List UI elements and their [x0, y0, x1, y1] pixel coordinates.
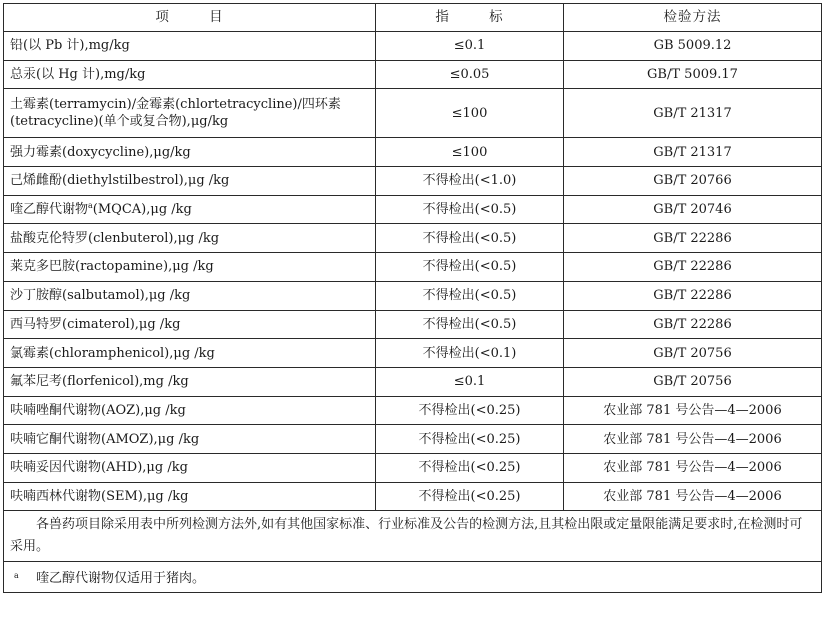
table-row	[4, 195, 822, 224]
cell-item: 强力霉素(doxycycline),μg/kg	[4, 138, 376, 167]
cell-limit: ≤100	[376, 89, 564, 138]
table-row	[4, 482, 822, 511]
table-footnote	[4, 562, 822, 593]
table-row	[4, 60, 822, 89]
table-row	[4, 425, 822, 454]
table-footnote-row	[4, 562, 822, 593]
table-row	[4, 367, 822, 396]
cell-item: 西马特罗(cimaterol),μg /kg	[4, 310, 376, 339]
cell-limit: 不得检出(<1.0)	[376, 167, 564, 196]
table-row	[4, 138, 822, 167]
cell-limit: ≤0.1	[376, 367, 564, 396]
table-note	[4, 511, 822, 562]
cell-limit: 不得检出(<0.5)	[376, 310, 564, 339]
cell-method: 农业部 781 号公告—4—2006	[564, 482, 822, 511]
cell-method: GB/T 20756	[564, 339, 822, 368]
cell-method: GB/T 22286	[564, 281, 822, 310]
cell-item: 呋喃它酮代谢物(AMOZ),μg /kg	[4, 425, 376, 454]
cell-item: 呋喃西林代谢物(SEM),μg /kg	[4, 482, 376, 511]
cell-item: 盐酸克伦特罗(clenbuterol),μg /kg	[4, 224, 376, 253]
cell-limit: 不得检出(<0.25)	[376, 396, 564, 425]
cell-limit: 不得检出(<0.1)	[376, 339, 564, 368]
cell-limit: 不得检出(<0.5)	[376, 224, 564, 253]
header-method: 检验方法	[564, 4, 822, 32]
cell-limit: 不得检出(<0.25)	[376, 482, 564, 511]
table-note-row	[4, 511, 822, 562]
cell-method: GB/T 21317	[564, 138, 822, 167]
table-row	[4, 253, 822, 282]
table-row	[4, 310, 822, 339]
cell-limit: 不得检出(<0.5)	[376, 253, 564, 282]
table-note-text: 各兽药项目除采用表中所列检测方法外,如有其他国家标准、行业标准及公告的检测方法,且其检出限或定量限能满足要求时,在检测时可采用。	[10, 517, 803, 555]
cell-method: GB/T 22286	[564, 224, 822, 253]
cell-item: 氟苯尼考(florfenicol),mg /kg	[4, 367, 376, 396]
cell-limit: ≤0.05	[376, 60, 564, 89]
footnote-marker: a	[88, 201, 93, 211]
cell-item: 呋喃唑酮代谢物(AOZ),μg /kg	[4, 396, 376, 425]
cell-method: GB/T 20756	[564, 367, 822, 396]
cell-limit: 不得检出(<0.5)	[376, 281, 564, 310]
spec-table-container	[3, 3, 821, 593]
table-row	[4, 224, 822, 253]
cell-limit: ≤0.1	[376, 32, 564, 61]
spec-table	[3, 3, 822, 593]
cell-item: 己烯雌酚(diethylstilbestrol),μg /kg	[4, 167, 376, 196]
cell-limit: 不得检出(<0.5)	[376, 195, 564, 224]
cell-item: 呋喃妥因代谢物(AHD),μg /kg	[4, 453, 376, 482]
table-row	[4, 396, 822, 425]
cell-item: 土霉素(terramycin)/金霉素(chlortetracycline)/四环素(tetracycline)(单个或复合物),μg/kg	[4, 89, 376, 138]
table-row	[4, 339, 822, 368]
table-row	[4, 453, 822, 482]
table-row	[4, 89, 822, 138]
cell-item: 沙丁胺醇(salbutamol),μg /kg	[4, 281, 376, 310]
cell-item-suffix: (MQCA),μg /kg	[92, 202, 192, 218]
cell-item: 总汞(以 Hg 计),mg/kg	[4, 60, 376, 89]
footnote-mark: a	[14, 571, 19, 581]
cell-method: GB/T 22286	[564, 310, 822, 339]
cell-method: GB/T 20746	[564, 195, 822, 224]
header-item: 项 目	[4, 4, 376, 32]
cell-method: GB/T 21317	[564, 89, 822, 138]
footnote-text: 喹乙醇代谢物仅适用于猪肉。	[36, 571, 206, 587]
cell-item: 氯霉素(chloramphenicol),μg /kg	[4, 339, 376, 368]
cell-method: 农业部 781 号公告—4—2006	[564, 425, 822, 454]
header-limit: 指 标	[376, 4, 564, 32]
cell-method: 农业部 781 号公告—4—2006	[564, 453, 822, 482]
cell-item: 铅(以 Pb 计),mg/kg	[4, 32, 376, 61]
cell-limit: ≤100	[376, 138, 564, 167]
cell-method: GB 5009.12	[564, 32, 822, 61]
cell-method: 农业部 781 号公告—4—2006	[564, 396, 822, 425]
cell-limit: 不得检出(<0.25)	[376, 453, 564, 482]
cell-limit: 不得检出(<0.25)	[376, 425, 564, 454]
cell-method: GB/T 22286	[564, 253, 822, 282]
cell-method: GB/T 20766	[564, 167, 822, 196]
cell-item-text: 喹乙醇代谢物	[10, 202, 89, 218]
table-row	[4, 281, 822, 310]
table-row	[4, 167, 822, 196]
cell-method: GB/T 5009.17	[564, 60, 822, 89]
cell-item: 莱克多巴胺(ractopamine),μg /kg	[4, 253, 376, 282]
table-row	[4, 32, 822, 61]
table-header-row	[4, 4, 822, 32]
cell-item	[4, 195, 376, 224]
